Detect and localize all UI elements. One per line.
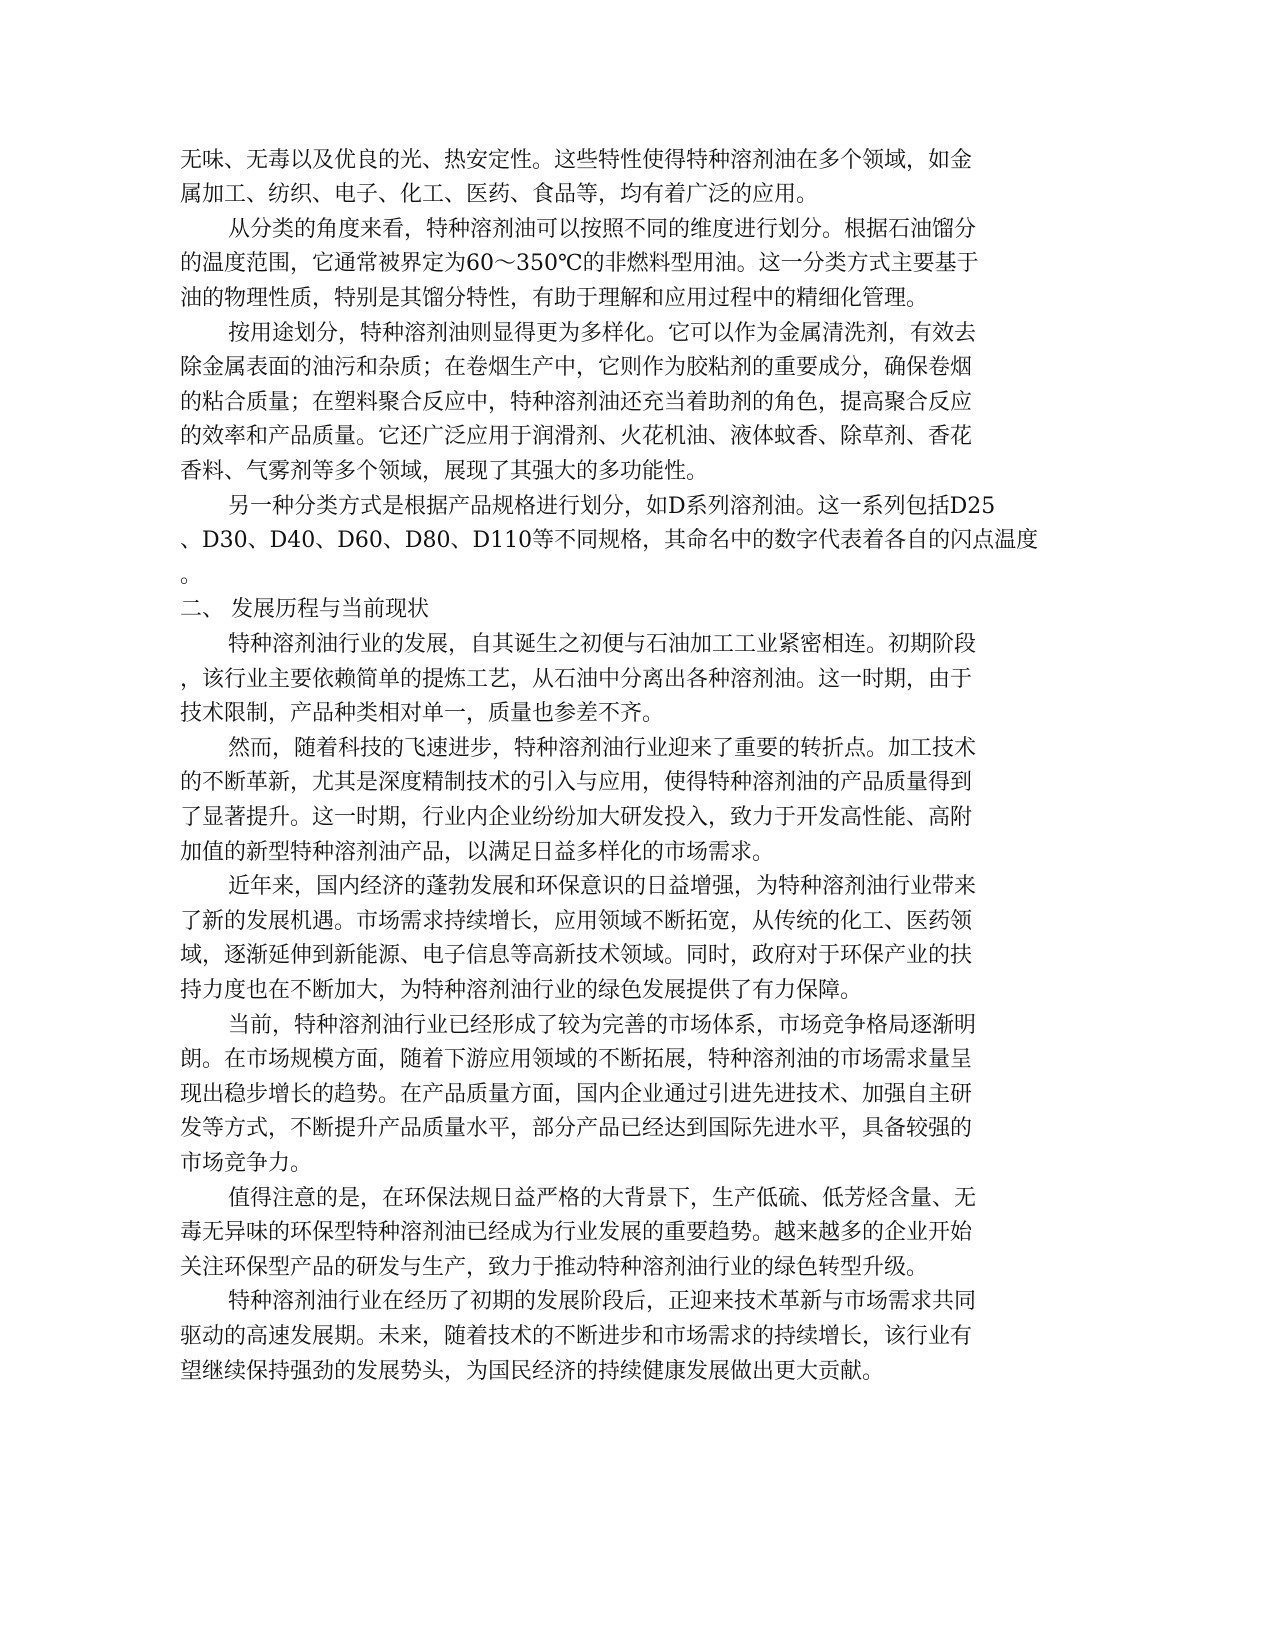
text-line: 发等方式，不断提升产品质量水平，部分产品已经达到国际先进水平，具备较强的 <box>180 1116 973 1141</box>
text-line: 的不断革新，尤其是深度精制技术的引入与应用，使得特种溶剂油的产品质量得到 <box>180 770 973 795</box>
text-line: 现出稳步增长的趋势。在产品质量方面，国内企业通过引进先进技术、加强自主研 <box>180 1082 973 1107</box>
text-line: 域，逐渐延伸到新能源、电子信息等高新技术领域。同时，政府对于环保产业的扶 <box>180 943 973 968</box>
text-line: 无味、无毒以及优良的光、热安定性。这些特性使得特种溶剂油在多个领域，如金 <box>180 148 973 173</box>
paragraph-first-line: 另一种分类方式是根据产品规格进行划分，如D系列溶剂油。这一系列包括D25 <box>228 494 996 519</box>
text-line: 持力度也在不断加大，为特种溶剂油行业的绿色发展提供了有力保障。 <box>180 978 863 1003</box>
paragraph-first-line: 然而，随着科技的飞速进步，特种溶剂油行业迎来了重要的转折点。加工技术 <box>228 736 977 761</box>
text-line: 市场竞争力。 <box>180 1151 313 1176</box>
section-heading: 二、 发展历程与当前现状 <box>180 597 429 622</box>
text-line: 、D30、D40、D60、D80、D110等不同规格，其命名中的数字代表着各自的闪点温度 <box>180 528 1039 553</box>
text-line: 的温度范围，它通常被界定为60～350℃的非燃料型用油。这一分类方式主要基于 <box>180 251 979 276</box>
paragraph-first-line: 近年来，国内经济的蓬勃发展和环保意识的日益增强，为特种溶剂油行业带来 <box>228 874 977 899</box>
text-line: 了显著提升。这一时期，行业内企业纷纷加大研发投入，致力于开发高性能、高附 <box>180 805 973 830</box>
text-line: 加值的新型特种溶剂油产品，以满足日益多样化的市场需求。 <box>180 840 775 865</box>
text-line: 香料、气雾剂等多个领域，展现了其强大的多功能性。 <box>180 459 709 484</box>
text-line: 属加工、纺织、电子、化工、医药、食品等，均有着广泛的应用。 <box>180 182 819 207</box>
paragraph-first-line: 按用途划分，特种溶剂油则显得更为多样化。它可以作为金属清洗剂，有效去 <box>228 321 977 346</box>
text-line: 毒无异味的环保型特种溶剂油已经成为行业发展的重要趋势。越来越多的企业开始 <box>180 1220 973 1245</box>
text-line: 朗。在市场规模方面，随着下游应用领域的不断拓展，特种溶剂油的市场需求量呈 <box>180 1047 973 1072</box>
text-line: 除金属表面的油污和杂质；在卷烟生产中，它则作为胶粘剂的重要成分，确保卷烟 <box>180 355 973 380</box>
paragraph-first-line: 值得注意的是，在环保法规日益严格的大背景下，生产低硫、低芳烃含量、无 <box>228 1186 977 1211</box>
text-line: 了新的发展机遇。市场需求持续增长，应用领域不断拓宽，从传统的化工、医药领 <box>180 909 973 934</box>
text-line: 。 <box>180 563 203 588</box>
text-line: 望继续保持强劲的发展势头，为国民经济的持续健康发展做出更大贡献。 <box>180 1359 885 1384</box>
text-line: 关注环保型产品的研发与生产，致力于推动特种溶剂油行业的绿色转型升级。 <box>180 1255 929 1280</box>
text-line: 技术限制，产品种类相对单一，质量也参差不齐。 <box>180 701 665 726</box>
text-line: 油的物理性质，特别是其馏分特性，有助于理解和应用过程中的精细化管理。 <box>180 286 929 311</box>
text-line: 驱动的高速发展期。未来，随着技术的不断进步和市场需求的持续增长，该行业有 <box>180 1324 973 1349</box>
paragraph-first-line: 特种溶剂油行业的发展，自其诞生之初便与石油加工工业紧密相连。初期阶段 <box>228 632 977 657</box>
paragraph-first-line: 从分类的角度来看，特种溶剂油可以按照不同的维度进行划分。根据石油馏分 <box>228 217 977 242</box>
paragraph-first-line: 当前，特种溶剂油行业已经形成了较为完善的市场体系，市场竞争格局逐渐明 <box>228 1013 977 1038</box>
text-line: ，该行业主要依赖简单的提炼工艺，从石油中分离出各种溶剂油。这一时期，由于 <box>180 667 973 692</box>
text-line: 的效率和产品质量。它还广泛应用于润滑剂、火花机油、液体蚊香、除草剂、香花 <box>180 424 973 449</box>
paragraph-first-line: 特种溶剂油行业在经历了初期的发展阶段后，正迎来技术革新与市场需求共同 <box>228 1289 977 1314</box>
text-line: 的粘合质量；在塑料聚合反应中，特种溶剂油还充当着助剂的角色，提高聚合反应 <box>180 390 973 415</box>
